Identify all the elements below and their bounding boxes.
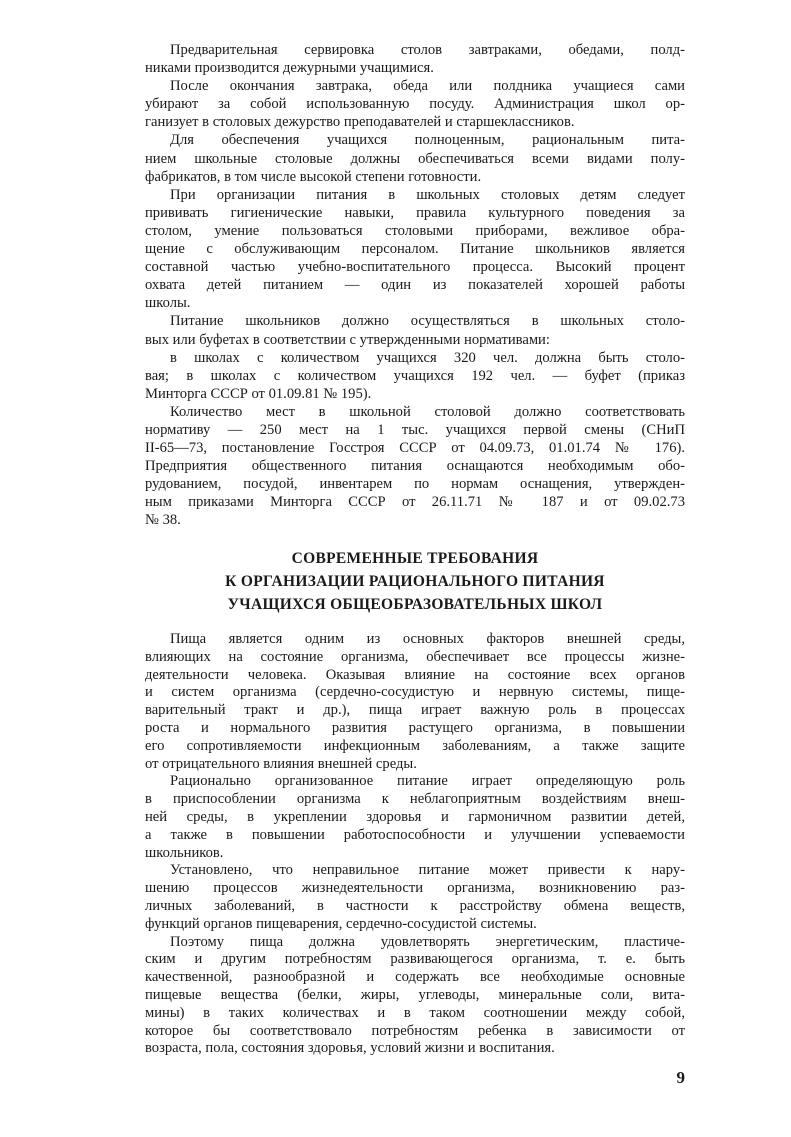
text-line: нормативу — 250 мест на 1 тыс. учащихся первой смены (СНиП [145, 421, 685, 438]
paragraph [145, 862, 685, 933]
text-line: и систем организма (сердечно-сосудистую и нервную системы, пище- [145, 684, 685, 701]
text-line: варительный тракт и др.), пища играет важную роль в процессах [145, 702, 685, 719]
text-line: составной частью учебно-воспитательного процесса. Высокий процент [145, 259, 685, 276]
paragraph [145, 631, 685, 773]
text-line: а также в повышении работоспособности и улучшении успеваемости [145, 826, 685, 843]
text-line: Предприятия общественного питания оснащаются необходимым обо- [145, 458, 685, 475]
text-line: роста и нормального развития растущего организма, в повышении [145, 719, 685, 736]
text-line: которое бы соответствовало потребностям ребенка в зависимости от [145, 1022, 685, 1039]
text-line: никами производится дежурными учащимися. [145, 60, 434, 77]
section-requirements-text [145, 631, 685, 1058]
text-line: Для обеспечения учащихся полноценным, рациональным пита- [170, 132, 685, 149]
text-line: ней среды, в укреплении здоровья и гармоничном развитии детей, [145, 808, 685, 825]
text-line: Питание школьников должно осуществляться в школьных столо- [170, 313, 685, 330]
text-line: ским и другим потребностям развивающегося организма, т. е. быть [145, 951, 685, 968]
heading-line: СОВРЕМЕННЫЕ ТРЕБОВАНИЯ [291, 550, 539, 567]
heading-line: К ОРГАНИЗАЦИИ РАЦИОНАЛЬНОГО ПИТАНИЯ [225, 573, 605, 590]
text-line: в приспособлении организма к неблагоприятным воздействиям внеш- [145, 791, 685, 808]
paragraph [145, 934, 685, 1059]
text-line: Рационально организованное питание играет определяющую роль [170, 773, 685, 790]
text-line: Установлено, что неправильное питание может привести к нару- [170, 862, 685, 879]
section-heading [145, 547, 685, 616]
text-line: Пища является одним из основных факторов внешней среды, [170, 631, 685, 647]
text-line: мины) в таких количествах и в таком соотношении между собой, [145, 1004, 685, 1021]
paragraph [145, 349, 685, 403]
text-line: школьников. [145, 844, 224, 861]
text-line: школы. [145, 295, 191, 312]
text-line: качественной, разнообразной и содержать все необходимые основные [145, 969, 685, 986]
paragraph [145, 312, 685, 348]
text-line: вая; в школах с количеством учащихся 192 чел. — буфет (приказ [145, 367, 685, 384]
text-line: влияющих на состояние организма, обеспечивает все процессы жизне- [145, 648, 685, 665]
text-line: ганизует в столовых дежурство преподавателей и старшеклассников. [145, 114, 575, 131]
text-line: функций органов пищеварения, сердечно-сосудистой системы. [145, 915, 537, 932]
text-line: вых или буфетах в соответствии с утвержденными нормативами: [145, 331, 550, 348]
text-line: II-65—73, постановление Госстроя СССР от 04.09.73, 01.01.74 № 176). [145, 440, 685, 457]
section-intro-text [145, 41, 685, 530]
text-line: в школах с количеством учащихся 320 чел. должна быть столо- [170, 349, 685, 366]
paragraph [145, 77, 685, 131]
paragraph [145, 41, 685, 77]
text-line: Минторга СССР от 01.09.81 № 195). [145, 385, 372, 402]
text-line: ным приказами Минторга СССР от 26.11.71 № 187 и от 09.02.73 [145, 494, 685, 511]
text-line: Поэтому пища должна удовлетворять энергетическим, пластиче- [170, 933, 685, 950]
text-line: личных заболеваний, в частности к расстройству обмена веществ, [145, 897, 685, 914]
text-line: деятельности человека. Оказывая влияние на состояние всех органов [145, 666, 685, 683]
page-number: 9 [676, 1068, 685, 1087]
text-line: охвата детей питанием — один из показателей хорошей работы [145, 277, 685, 294]
heading-line: УЧАЩИХСЯ ОБЩЕОБРАЗОВАТЕЛЬНЫХ ШКОЛ [227, 596, 603, 613]
text-line: шению процессов жизнедеятельности организма, возникновению раз- [145, 880, 685, 897]
text-line: возраста, пола, состояния здоровья, условий жизни и воспитания. [145, 1040, 555, 1057]
text-line: рудованием, посудой, инвентарем по нормам оснащения, утвержден- [145, 476, 685, 493]
text-line: № 38. [145, 512, 181, 529]
text-line: При организации питания в школьных столовых детям следует [170, 186, 685, 203]
text-line: Количество мест в школьной столовой должно соответствовать [170, 403, 685, 420]
text-line: щение с обслуживающим персоналом. Питание школьников является [145, 241, 685, 258]
text-line: прививать гигиенические навыки, правила культурного поведения за [145, 204, 685, 221]
paragraph [145, 131, 685, 185]
paragraph [145, 186, 685, 313]
text-line: от отрицательного влияния внешней среды. [145, 755, 417, 772]
text-line: Предварительная сервировка столов завтраками, обедами, полд- [170, 42, 685, 58]
text-line: его сопротивляемости инфекционным заболеваниям, а также защите [145, 737, 685, 754]
text-line: После окончания завтрака, обеда или полдника учащиеся сами [170, 78, 685, 95]
text-line: убирают за собой использованную посуду. Администрация школ ор- [145, 96, 685, 113]
text-line: столом, умение пользоваться столовыми приборами, вежливое обра- [145, 222, 685, 239]
text-line: фабрикатов, в том числе высокой степени готовности. [145, 168, 482, 185]
text-line: нием школьные столовые должны обеспечиваться всеми видами полу- [145, 150, 685, 167]
paragraph [145, 773, 685, 862]
text-line: пищевые вещества (белки, жиры, углеводы, минеральные соли, вита- [145, 986, 685, 1003]
paragraph [145, 403, 685, 530]
